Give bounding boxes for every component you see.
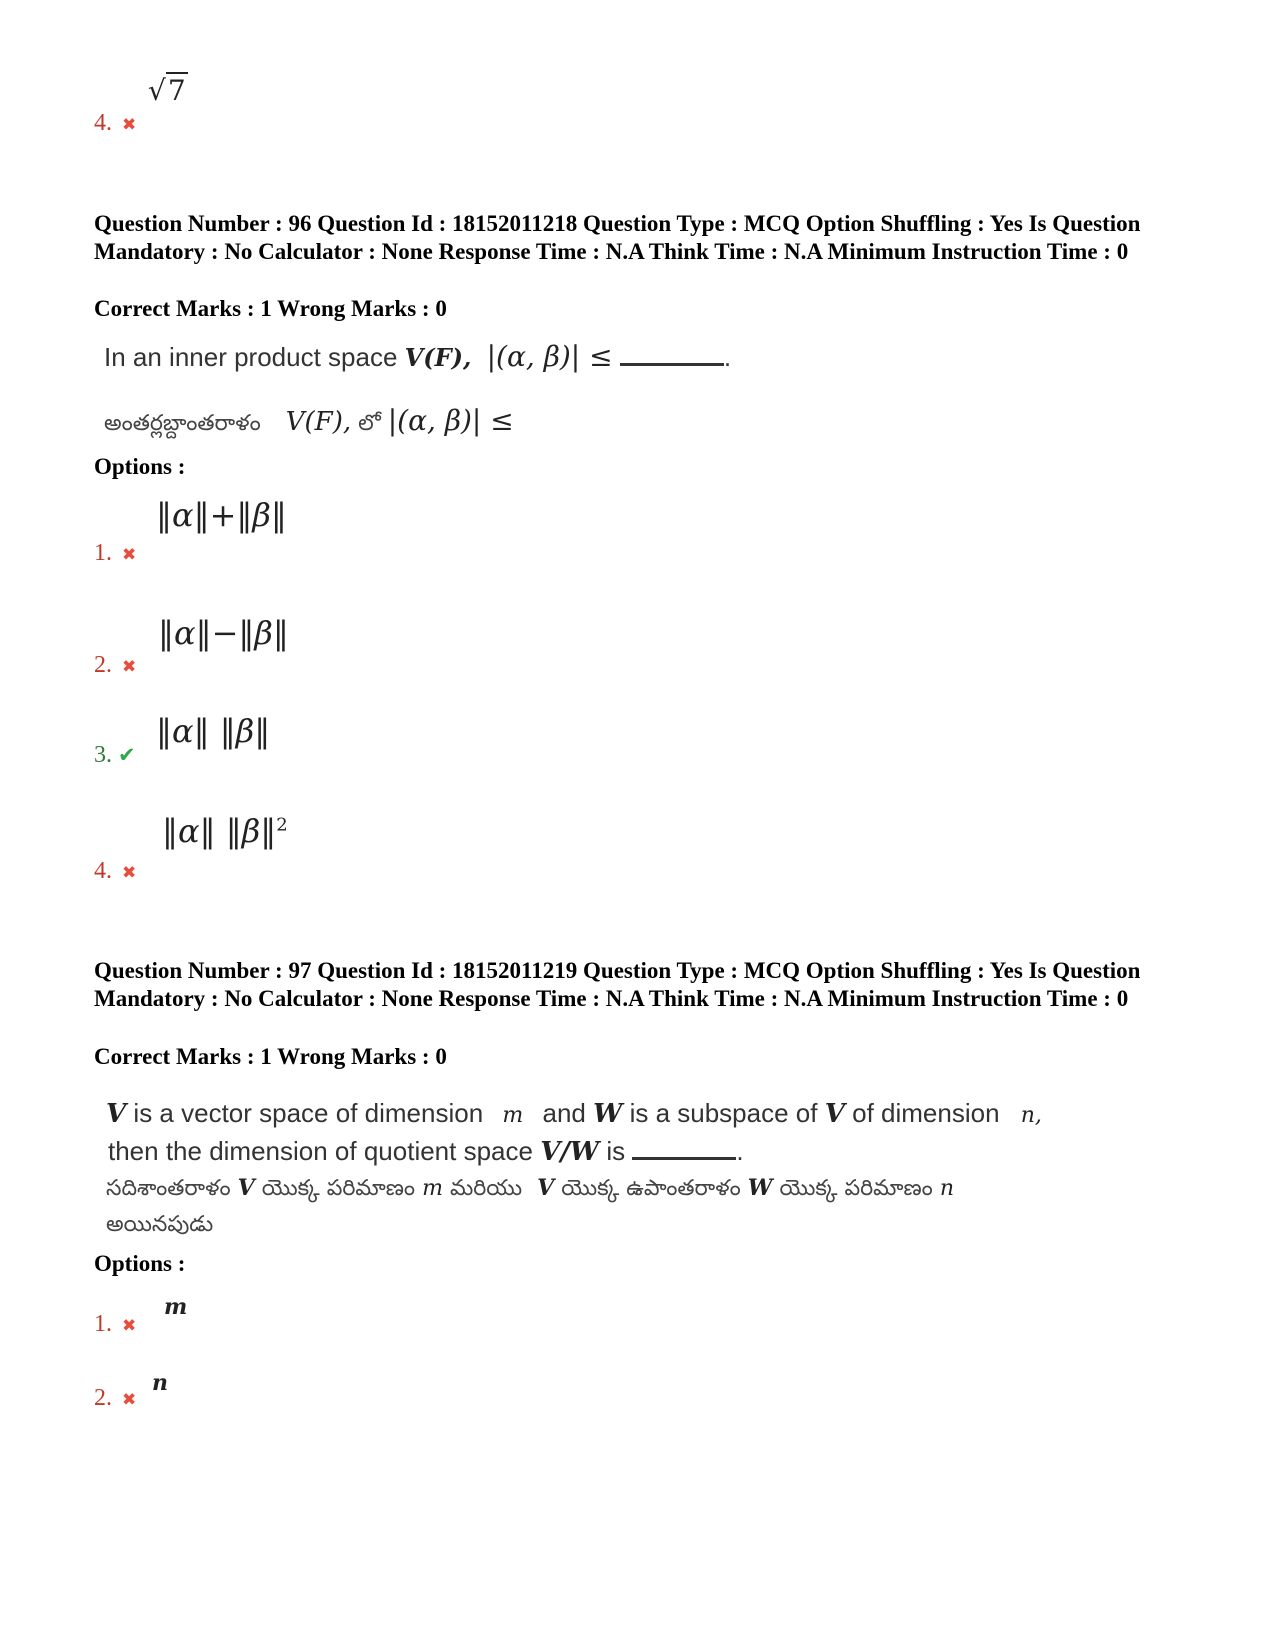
q96-question-te: అంతర్లబ్దాంతరాళం V(F), లో |(α, β)| ≤ <box>104 404 514 437</box>
q96-options-label: Options : <box>94 454 186 479</box>
q96-option-3: 3. ✔ <box>94 742 136 768</box>
q97-question-en-line2: then the dimension of quotient space V/W is . <box>108 1136 744 1167</box>
prev-option-4-formula: √7 <box>148 74 186 107</box>
q97-meta: Question Number : 97 Question Id : 18152011219 Question Type : MCQ Option Shuffling : Yes Is Question Mandatory : No Calculator : None Response Time : N.A Think Time : N.A Minimum Instruction Time : 0 <box>94 958 1141 1011</box>
cross-icon: ✖ <box>122 115 137 135</box>
q96-option-2: 2. ✖ <box>94 652 137 678</box>
cross-icon: ✖ <box>122 1390 137 1410</box>
prev-option-4 <box>94 110 136 137</box>
q96-option-4-formula: ‖α‖ ‖β‖$^2$ <box>162 812 288 850</box>
checkmark-icon: ✔ <box>118 743 136 767</box>
q96-marks: Correct Marks : 1 Wrong Marks : 0 <box>94 296 447 321</box>
q96-meta: Question Number : 96 Question Id : 18152011218 Question Type : MCQ Option Shuffling : Yes Is Question Mandatory : No Calculator : None Response Time : N.A Think Time : N.A Minimum Instruction Time : 0 <box>94 211 1141 264</box>
q97-question-te-line1: సదిశాంతరాళం V యొక్క పరిమాణం m మరియు V యొక్క ఉపాంతరాళం W యొక్క పరిమాణం n <box>106 1175 954 1201</box>
q96-question-en: In an inner product space V(F), |(α, β)| ≤ . <box>104 340 732 373</box>
q97-options-label: Options : <box>94 1251 186 1276</box>
q96-option-2-formula: ‖α‖−‖β‖ <box>158 614 289 652</box>
q96-option-1-formula: ‖α‖+‖β‖ <box>156 496 287 534</box>
q96-option-1: 1. ✖ <box>94 540 137 566</box>
q96-option-3-formula: ‖α‖ ‖β‖ <box>156 712 271 750</box>
q97-question-en-line1: V is a vector space of dimension m and W is a subspace of V of dimension n, <box>106 1098 1042 1129</box>
cross-icon: ✖ <box>122 863 137 883</box>
q96-option-4: 4. ✖ <box>94 858 137 884</box>
q97-option-2-formula: n <box>152 1370 168 1396</box>
cross-icon: ✖ <box>122 1316 137 1336</box>
q97-option-1-formula: m <box>164 1294 188 1320</box>
cross-icon: ✖ <box>122 657 137 677</box>
q97-question-te-line2: అయినపుడు <box>106 1212 214 1237</box>
q97-option-2: 2. ✖ <box>94 1385 137 1411</box>
q97-marks: Correct Marks : 1 Wrong Marks : 0 <box>94 1044 447 1069</box>
q97-option-1: 1. ✖ <box>94 1311 137 1337</box>
option-number: 4. <box>94 110 112 136</box>
cross-icon: ✖ <box>122 545 137 565</box>
